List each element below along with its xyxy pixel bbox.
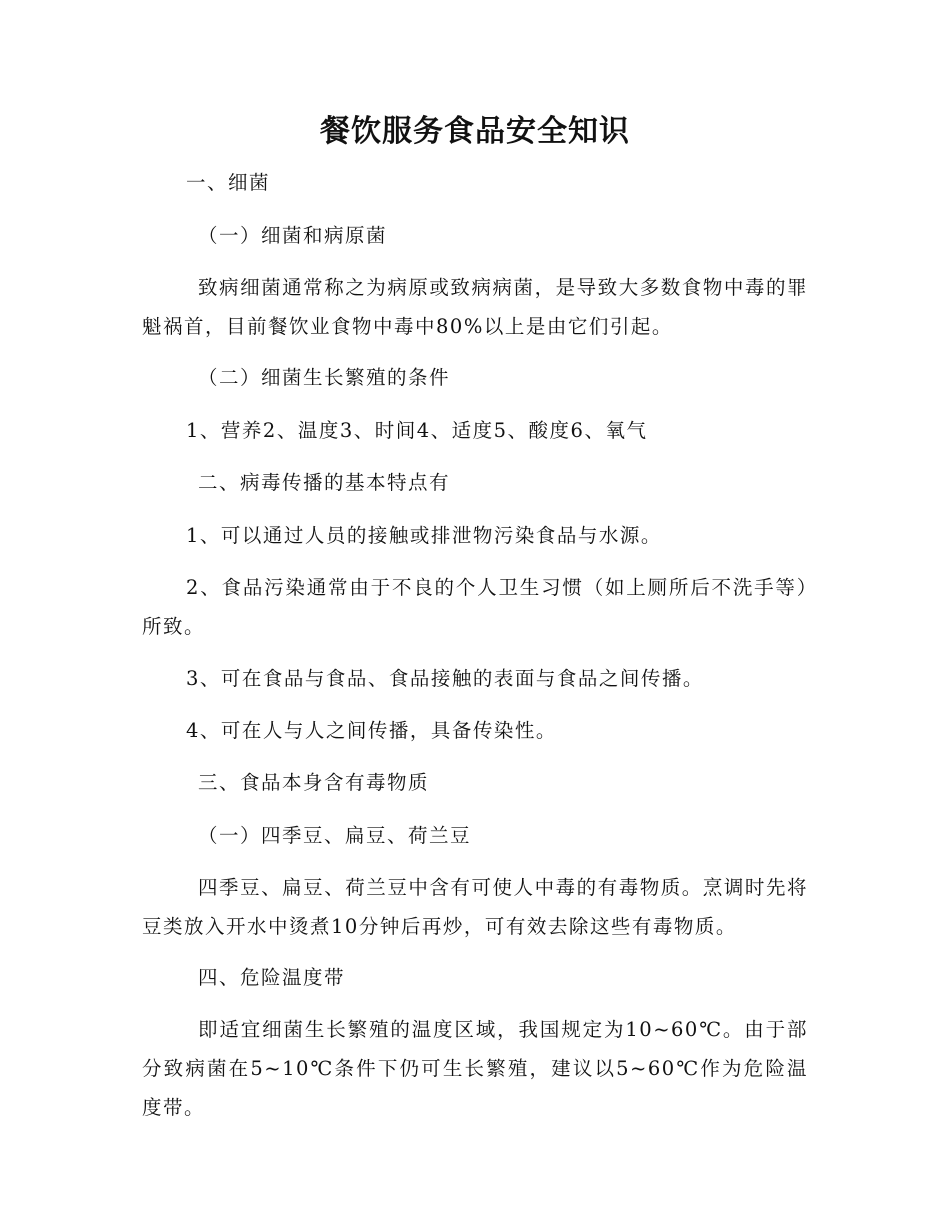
subsection-heading-growth-conditions: （二）细菌生长繁殖的条件	[198, 366, 451, 389]
document-title: 餐饮服务食品安全知识	[320, 114, 630, 149]
section-heading-bacteria: 一、细菌	[186, 171, 271, 194]
paragraph-beans: 四季豆、扁豆、荷兰豆中含有可使人中毒的有毒物质。烹调时先将豆类放入开水中烫煮10分钟后再炒，可有效去除这些有毒物质。	[142, 876, 808, 938]
list-item-virus-3: 3、可在食品与食品、食品接触的表面与食品之间传播。	[186, 667, 704, 690]
list-item-virus-4: 4、可在人与人之间传播，具备传染性。	[186, 719, 557, 742]
section-heading-virus: 二、病毒传播的基本特点有	[198, 471, 451, 494]
list-item-virus-1: 1、可以通过人员的接触或排泄物污染食品与水源。	[186, 524, 662, 547]
paragraph-pathogens: 致病细菌通常称之为病原或致病病菌，是导致大多数食物中毒的罪魁祸首，目前餐饮业食物中毒中80%以上是由它们引起。	[142, 276, 808, 338]
subsection-heading-beans: （一）四季豆、扁豆、荷兰豆	[198, 824, 472, 847]
list-item-virus-2: 2、食品污染通常由于不良的个人卫生习惯（如上厕所后不洗手等）所致。	[142, 576, 808, 638]
paragraph-danger-zone: 即适宜细菌生长繁殖的温度区域，我国规定为10~60℃。由于部分致病菌在5~10℃条件下仍可生长繁殖，建议以5~60℃作为危险温度带。	[142, 1018, 808, 1119]
subsection-heading-pathogens: （一）细菌和病原菌	[198, 224, 388, 247]
section-heading-toxic-substances: 三、食品本身含有毒物质	[198, 771, 430, 794]
section-heading-danger-zone: 四、危险温度带	[198, 966, 346, 989]
list-growth-conditions: 1、营养2、温度3、时间4、适度5、酸度6、氧气	[186, 419, 648, 442]
